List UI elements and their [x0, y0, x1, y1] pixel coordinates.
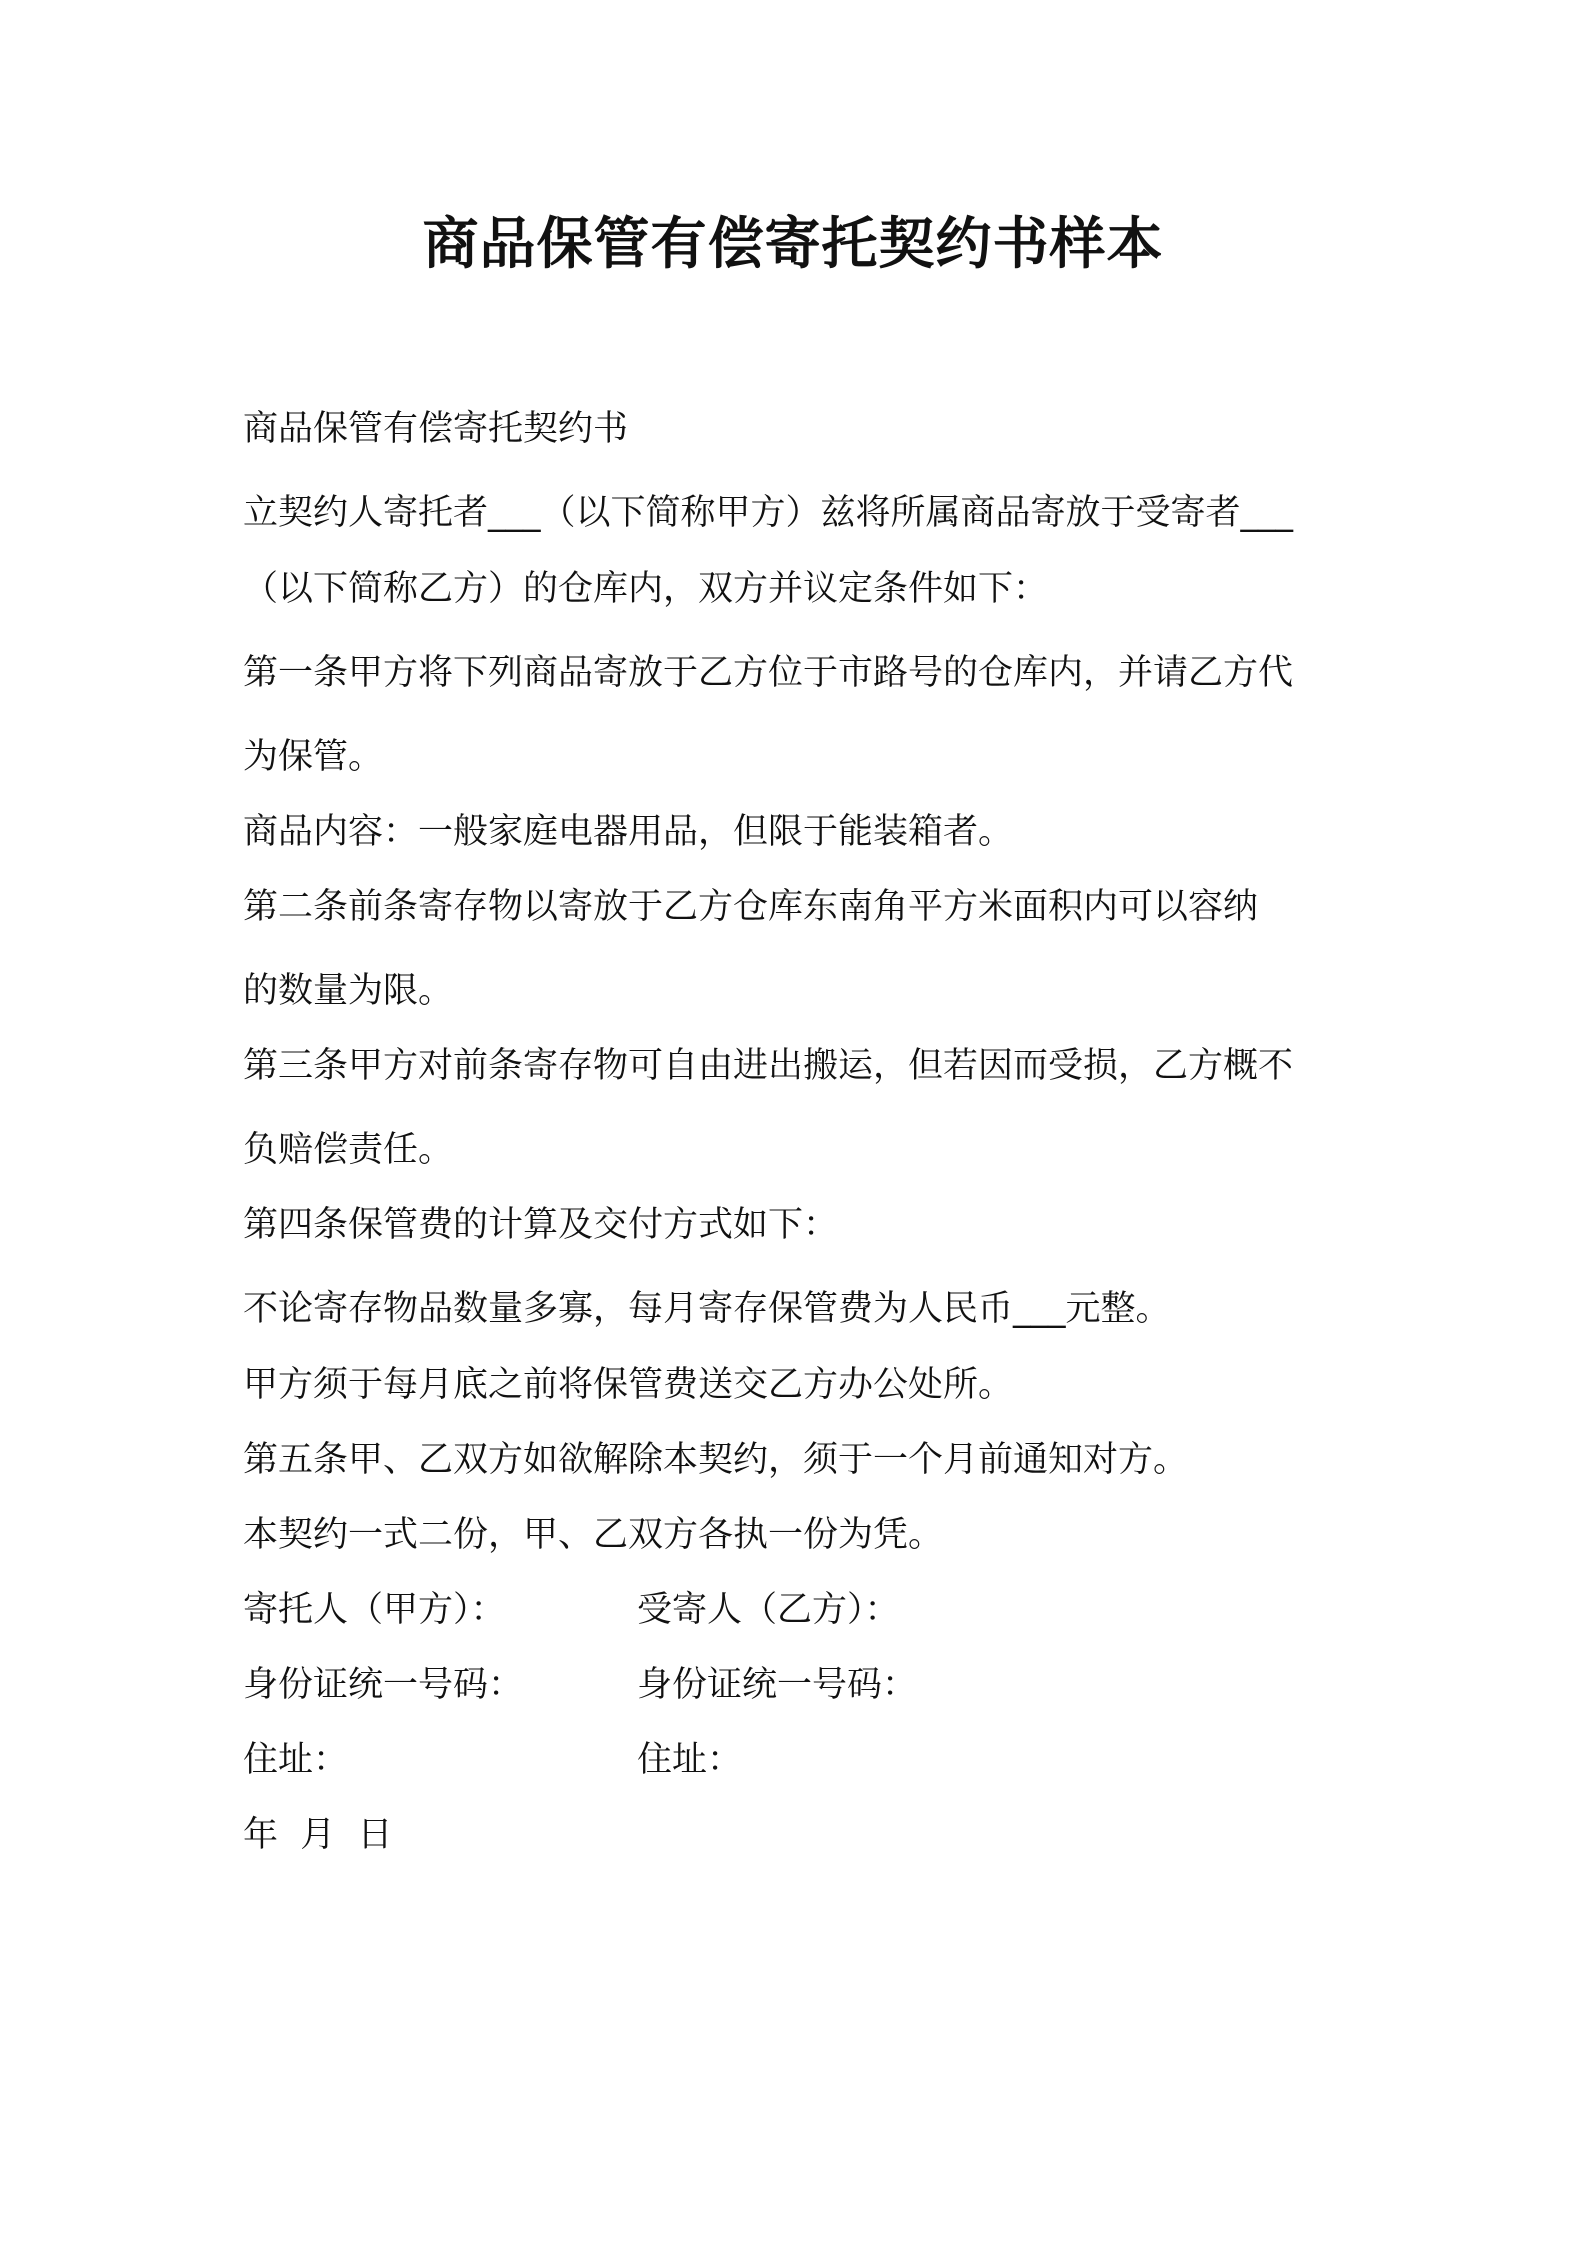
preamble-line-1: 立契约人寄托者___（以下简称甲方）兹将所属商品寄放于受寄者___ [243, 493, 1294, 533]
document-body [243, 408, 1363, 1856]
signature-row-id [243, 1664, 1363, 1706]
article-5: 第五条甲、乙双方如欲解除本契约，须于一个月前通知对方。 [243, 1440, 1189, 1480]
party-a-label: 寄托人（甲方）： [243, 1590, 506, 1630]
document-subtitle: 商品保管有偿寄托契约书 [243, 409, 629, 449]
date-line: 年 月 日 [243, 1815, 393, 1855]
article-3-line-1: 第三条甲方对前条寄存物可自由进出搬运，但若因而受损，乙方概不 [243, 1046, 1294, 1086]
goods-content: 商品内容：一般家庭电器用品，但限于能装箱者。 [243, 812, 1014, 852]
article-2-line-1: 第二条前条寄存物以寄放于乙方仓库东南角平方米面积内可以容纳 [243, 887, 1259, 927]
party-b-label: 受寄人（乙方）： [637, 1590, 900, 1630]
fee-line-1: 不论寄存物品数量多寡，每月寄存保管费为人民币___元整。 [243, 1289, 1171, 1329]
copies-clause: 本契约一式二份，甲、乙双方各执一份为凭。 [243, 1515, 944, 1555]
article-1-line-2: 为保管。 [243, 737, 384, 777]
signature-row-address [243, 1739, 1363, 1781]
party-a-address-label: 住址： [243, 1740, 349, 1780]
preamble-line-2: （以下简称乙方）的仓库内，双方并议定条件如下： [243, 569, 1049, 609]
party-b-address-label: 住址： [637, 1740, 743, 1780]
fee-line-2: 甲方须于每月底之前将保管费送交乙方办公处所。 [243, 1365, 1014, 1405]
party-b-id-label: 身份证统一号码： [637, 1665, 918, 1705]
article-1-line-1: 第一条甲方将下列商品寄放于乙方位于市路号的仓库内，并请乙方代 [243, 653, 1294, 693]
article-3-line-2: 负赔偿责任。 [243, 1130, 454, 1170]
signature-row-parties [243, 1589, 1363, 1631]
article-4: 第四条保管费的计算及交付方式如下： [243, 1205, 839, 1245]
article-2-line-2: 的数量为限。 [243, 971, 454, 1011]
party-a-id-label: 身份证统一号码： [243, 1665, 524, 1705]
document-title: 商品保管有偿寄托契约书样本 [422, 212, 1164, 277]
